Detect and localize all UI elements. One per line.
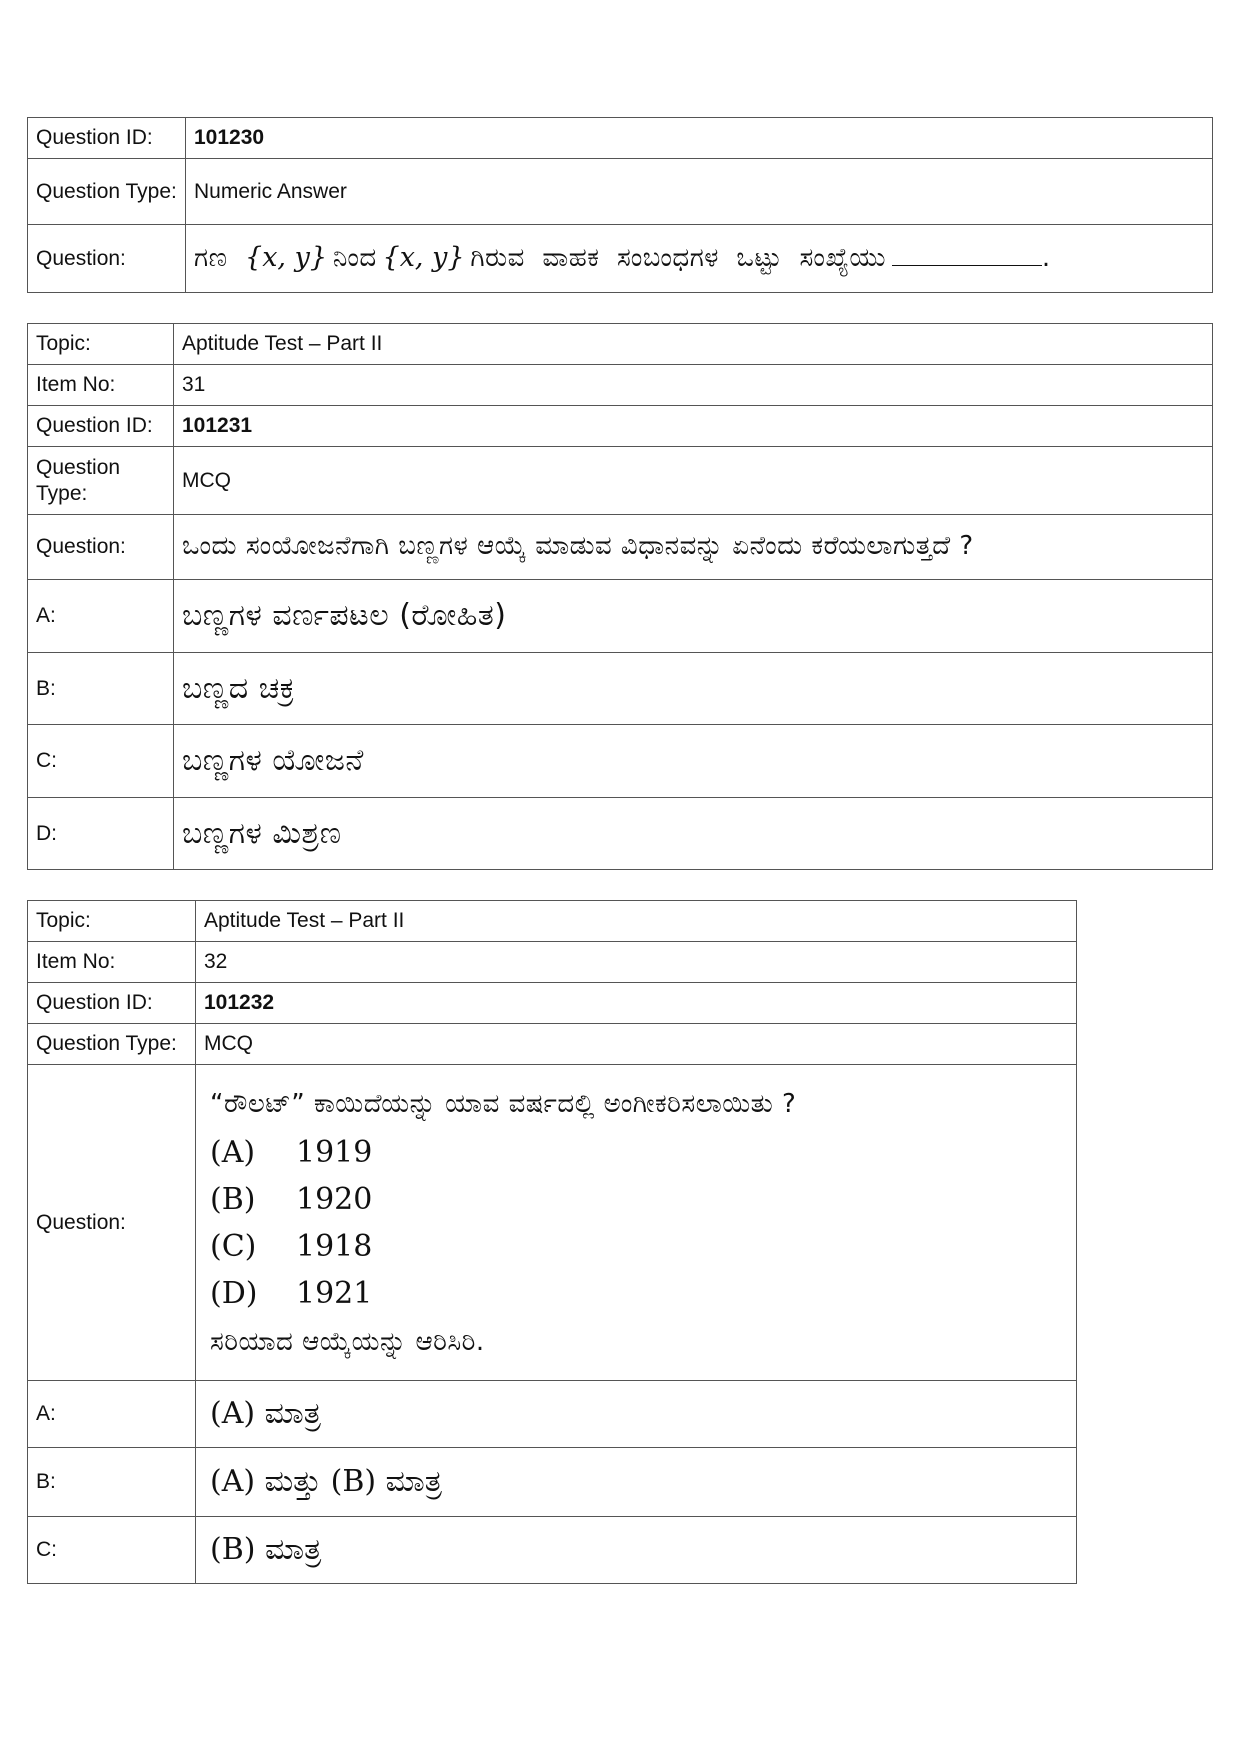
option-a-text: ಬಣ್ಣಗಳ ವರ್ಣಪಟಲ (ರೋಹಿತ) [174,580,1213,653]
question-id-row [28,118,1213,159]
answer-blank [892,243,1042,266]
option-c-row [28,1517,1077,1584]
question-type-row [28,159,1213,225]
question-type-value: Numeric Answer [186,159,1213,225]
option-b-text: (A) ಮತ್ತು (B) ಮಾತ್ರ [196,1448,1077,1517]
topic-row [28,901,1077,942]
statement-a-value: 1919 [296,1134,373,1170]
question-type-label: Question Type: [28,159,186,225]
option-a-row [28,1381,1077,1448]
option-c-label: C: [28,1517,196,1584]
question-row [28,225,1213,293]
question-type-value: MCQ [196,1024,1077,1065]
option-d-row [28,798,1213,870]
question-type-value: MCQ [174,447,1213,515]
option-b-text: ಬಣ್ಣದ ಚಕ್ರ [174,653,1213,725]
question-id-label: Question ID: [28,406,174,447]
question-id-row [28,406,1213,447]
question-id-row [28,983,1077,1024]
option-a-label: A: [28,580,174,653]
question-type-row [28,447,1213,515]
option-a-text: (A) ಮಾತ್ರ [196,1381,1077,1448]
option-c-label: C: [28,725,174,798]
topic-value: Aptitude Test – Part II [174,324,1213,365]
question-label: Question: [28,1065,196,1381]
topic-label: Topic: [28,901,196,942]
option-b-row [28,653,1213,725]
statement-d-value: 1921 [296,1275,373,1311]
option-a-label: A: [28,1381,196,1448]
statement-c [210,1223,1062,1270]
statement-c-value: 1918 [296,1228,373,1264]
question-block-101232 [27,900,1077,1584]
option-d-label: D: [28,798,174,870]
question-body [196,1065,1077,1381]
item-no-value: 32 [196,942,1077,983]
option-c-text: ಬಣ್ಣಗಳ ಯೋಜನೆ [174,725,1213,798]
question-text: ಒಂದು ಸಂಯೋಜನೆಗಾಗಿ ಬಣ್ಣಗಳ ಆಯ್ಕೆ ಮಾಡುವ ವಿಧಾನವನ್ನು ಏನೆಂದು ಕರೆಯಲಾಗುತ್ತದೆ ? [174,515,1213,580]
option-b-label: B: [28,653,174,725]
topic-label: Topic: [28,324,174,365]
statement-a [210,1129,1062,1176]
option-d-text: ಬಣ್ಣಗಳ ಮಿಶ್ರಣ [174,798,1213,870]
question-instruction: ಸರಿಯಾದ ಆಯ್ಕೆಯನ್ನು ಆರಿಸಿರಿ. [210,1326,485,1357]
statement-d [210,1270,1062,1317]
option-b-row [28,1448,1077,1517]
question-text-part3: ಗಿರುವ ವಾಹಕ ಸಂಬಂಧಗಳ ಒಟ್ಟು ಸಂಖ್ಯೆಯು [470,243,887,274]
question-id-value: 101232 [196,983,1077,1024]
question-text [186,225,1213,293]
question-id-value: 101230 [186,118,1213,159]
question-block-101231 [27,323,1213,870]
question-end-period: . [1041,243,1051,274]
question-text-part2: ನಿಂದ [332,243,377,274]
item-no-label: Item No: [28,365,174,406]
question-row [28,515,1213,580]
question-type-row [28,1024,1077,1065]
question-type-label: Question Type: [28,1024,196,1065]
question-label: Question: [28,515,174,580]
statement-b-value: 1920 [296,1181,373,1217]
statement-c-key: (C) [210,1228,257,1264]
option-c-row [28,725,1213,798]
item-no-label: Item No: [28,942,196,983]
statement-a-key: (A) [210,1134,256,1170]
question-row [28,1065,1077,1381]
question-label: Question: [28,225,186,293]
set-notation-1: {x, y} [245,242,328,274]
option-c-text: (B) ಮಾತ್ರ [196,1517,1077,1584]
question-text-part1: ಗಣ [194,243,228,274]
question-stem: “ರೌಲಟ್” ಕಾಯಿದೆಯನ್ನು ಯಾವ ವರ್ಷದಲ್ಲಿ ಅಂಗೀಕರಿಸಲಾಯಿತು ? [210,1088,797,1119]
question-id-value: 101231 [174,406,1213,447]
item-no-value: 31 [174,365,1213,406]
option-a-row [28,580,1213,653]
question-block-101230 [27,117,1213,293]
topic-row [28,324,1213,365]
set-notation-2: {x, y} [382,242,465,274]
question-id-label: Question ID: [28,118,186,159]
question-type-label: Question Type: [28,447,174,515]
statement-b-key: (B) [210,1181,256,1217]
item-no-row [28,365,1213,406]
topic-value: Aptitude Test – Part II [196,901,1077,942]
question-id-label: Question ID: [28,983,196,1024]
option-b-label: B: [28,1448,196,1517]
item-no-row [28,942,1077,983]
statement-b [210,1176,1062,1223]
statement-d-key: (D) [210,1275,258,1311]
